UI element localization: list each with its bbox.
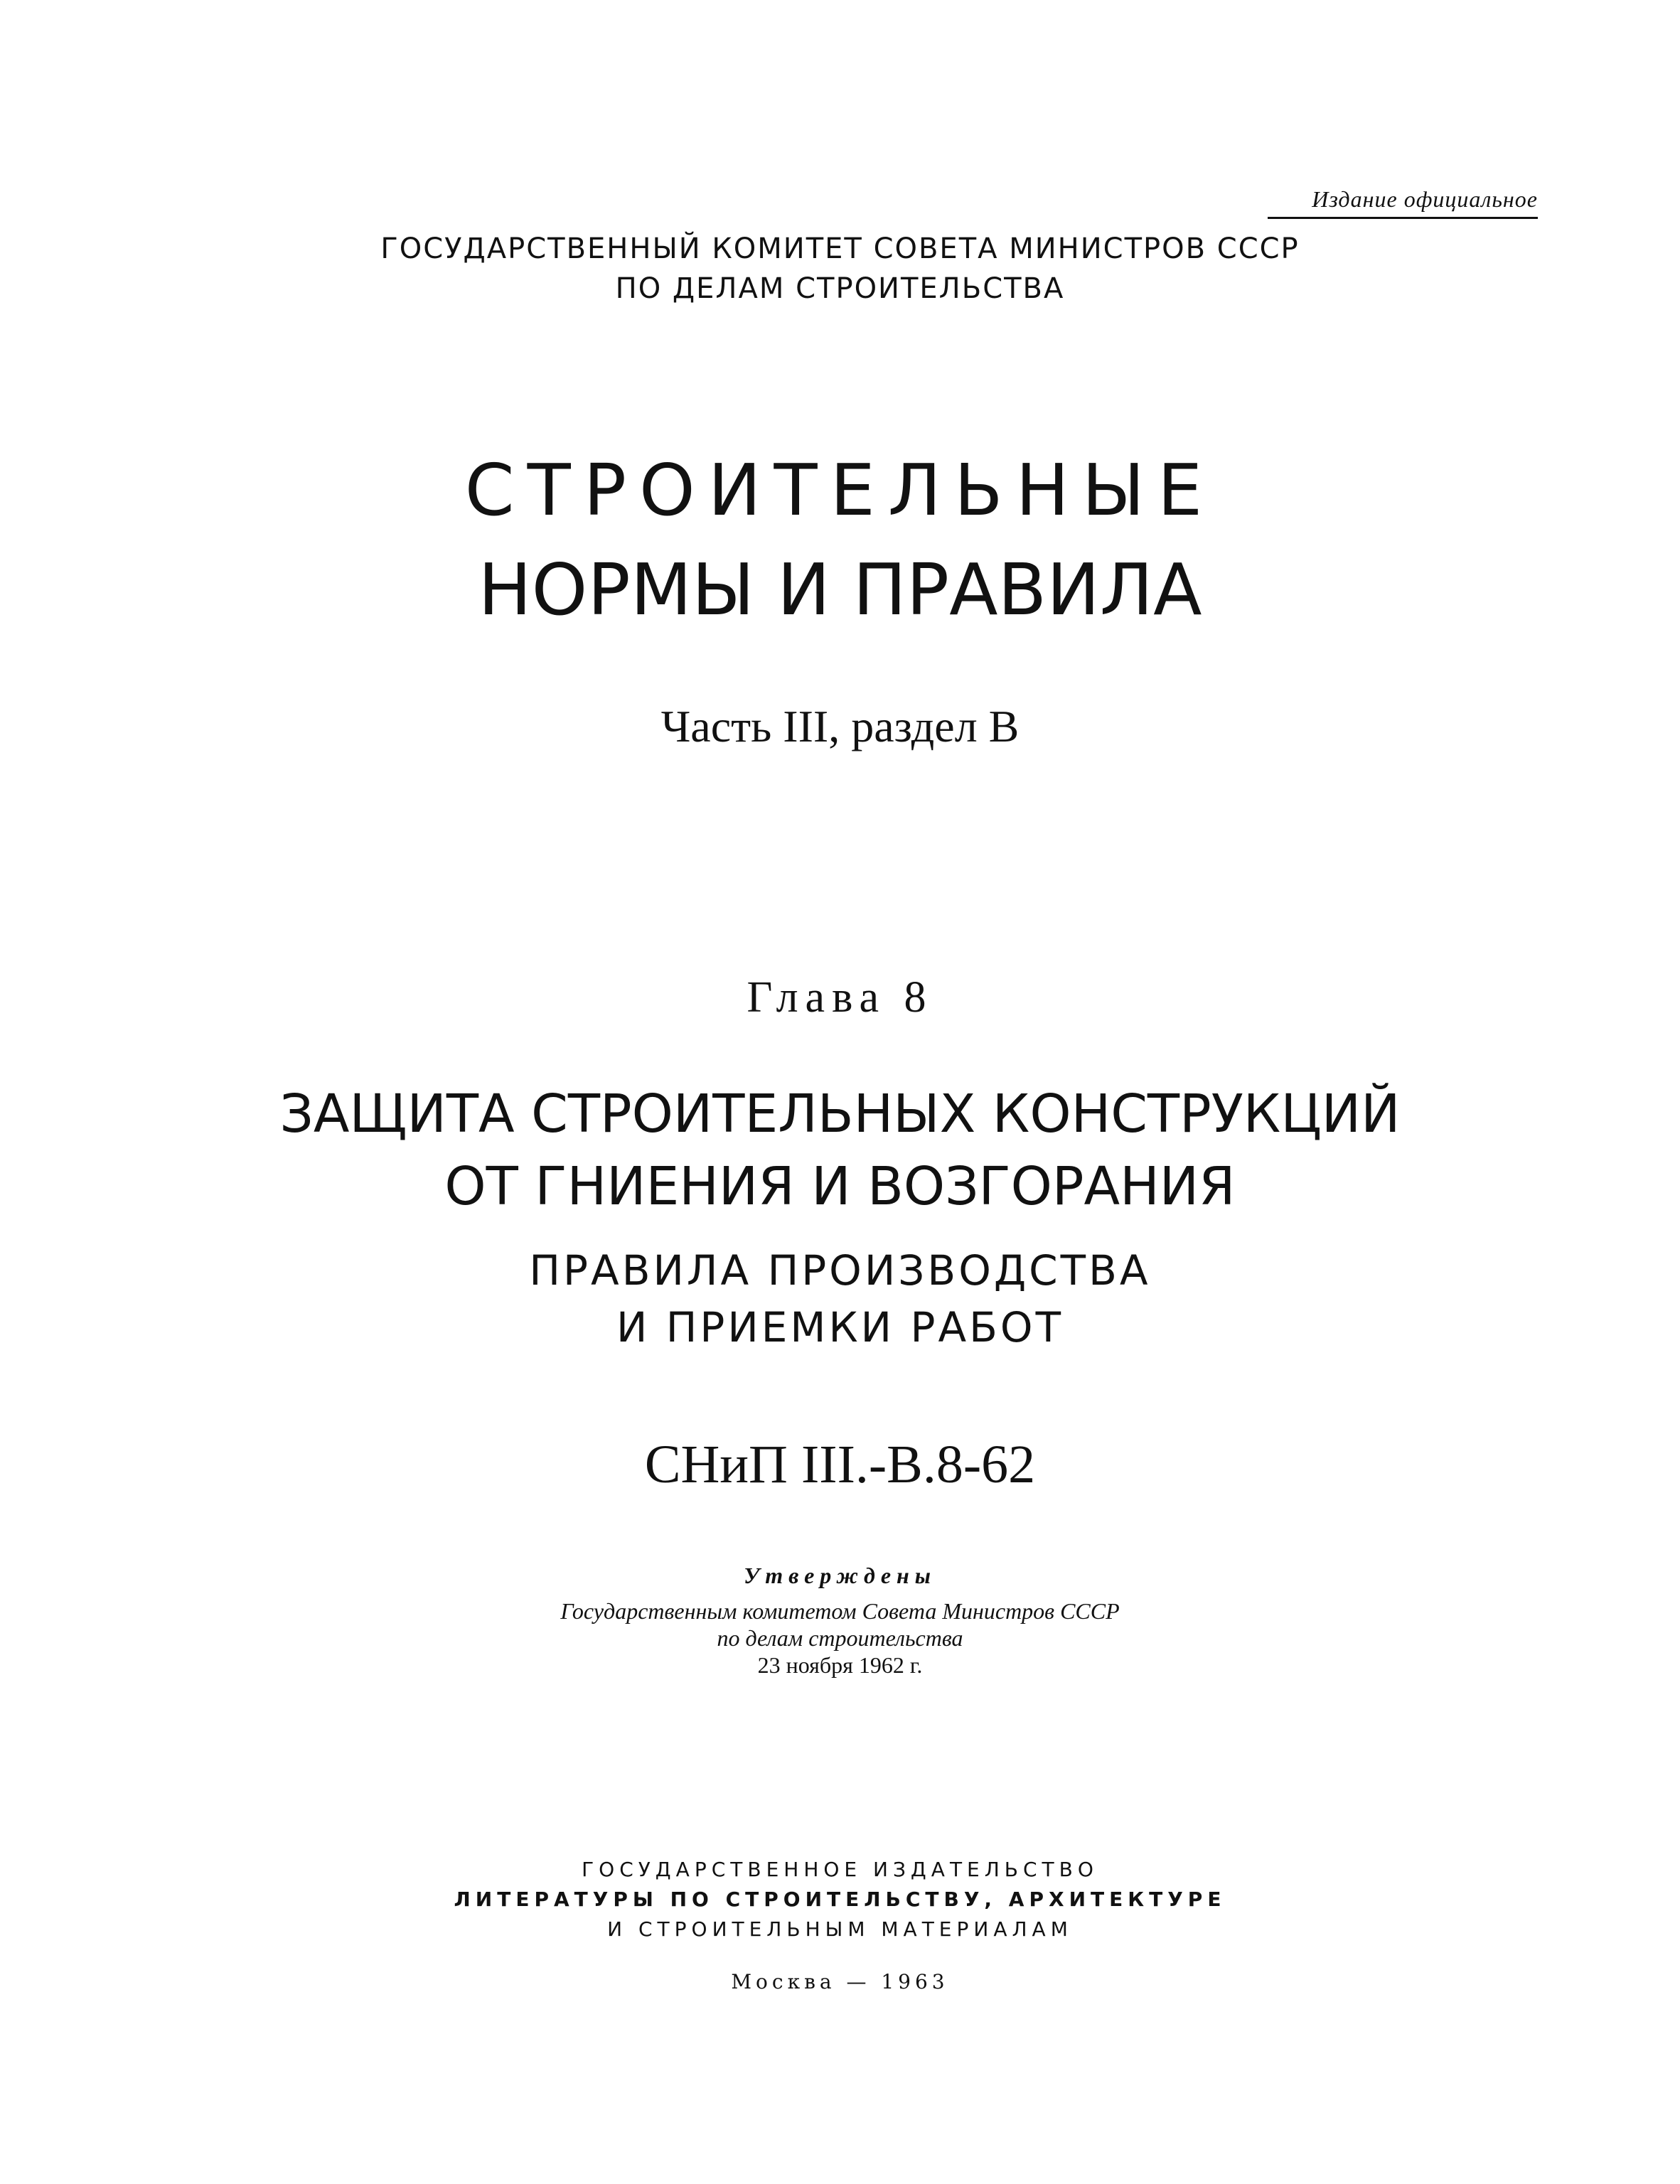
rules-line-1: ПРАВИЛА ПРОИЗВОДСТВА xyxy=(529,1246,1151,1295)
part-section: Часть III, раздел В xyxy=(660,701,1020,751)
chapter-number: Глава 8 xyxy=(747,973,933,1022)
committee-line-2: ПО ДЕЛАМ СТРОИТЕЛЬСТВА xyxy=(615,272,1065,305)
committee-line-1: ГОСУДАРСТВЕННЫЙ КОМИТЕТ СОВЕТА МИНИСТРОВ СССР xyxy=(380,232,1300,265)
main-title-line-1: СТРОИТЕЛЬНЫЕ xyxy=(464,449,1216,532)
approval-date: 23 ноября 1962 г. xyxy=(757,1652,923,1678)
publisher-line-1: ГОСУДАРСТВЕННОЕ ИЗДАТЕЛЬСТВО xyxy=(582,1858,1098,1881)
document-code: СНиП III.-В.8-62 xyxy=(644,1435,1036,1494)
publisher-line-3: И СТРОИТЕЛЬНЫМ МАТЕРИАЛАМ xyxy=(607,1917,1073,1941)
publisher-line-2: ЛИТЕРАТУРЫ ПО СТРОИТЕЛЬСТВУ, АРХИТЕКТУРЕ xyxy=(454,1888,1226,1911)
edition-note: Издание официальное xyxy=(1268,186,1538,219)
rules-line-2: И ПРИЕМКИ РАБОТ xyxy=(616,1303,1064,1351)
subject-line-1: ЗАЩИТА СТРОИТЕЛЬНЫХ КОНСТРУКЦИЙ xyxy=(279,1083,1401,1145)
subject-line-2: ОТ ГНИЕНИЯ И ВОЗГОРАНИЯ xyxy=(444,1156,1236,1217)
approval-line-1: Государственным комитетом Совета Министров СССР xyxy=(560,1598,1120,1624)
main-title-line-2: НОРМЫ И ПРАВИЛА xyxy=(478,548,1202,631)
approval-line-2: по делам строительства xyxy=(717,1625,963,1651)
approval-label: Утверждены xyxy=(744,1563,936,1588)
city-year: Москва — 1963 xyxy=(731,1970,949,1993)
